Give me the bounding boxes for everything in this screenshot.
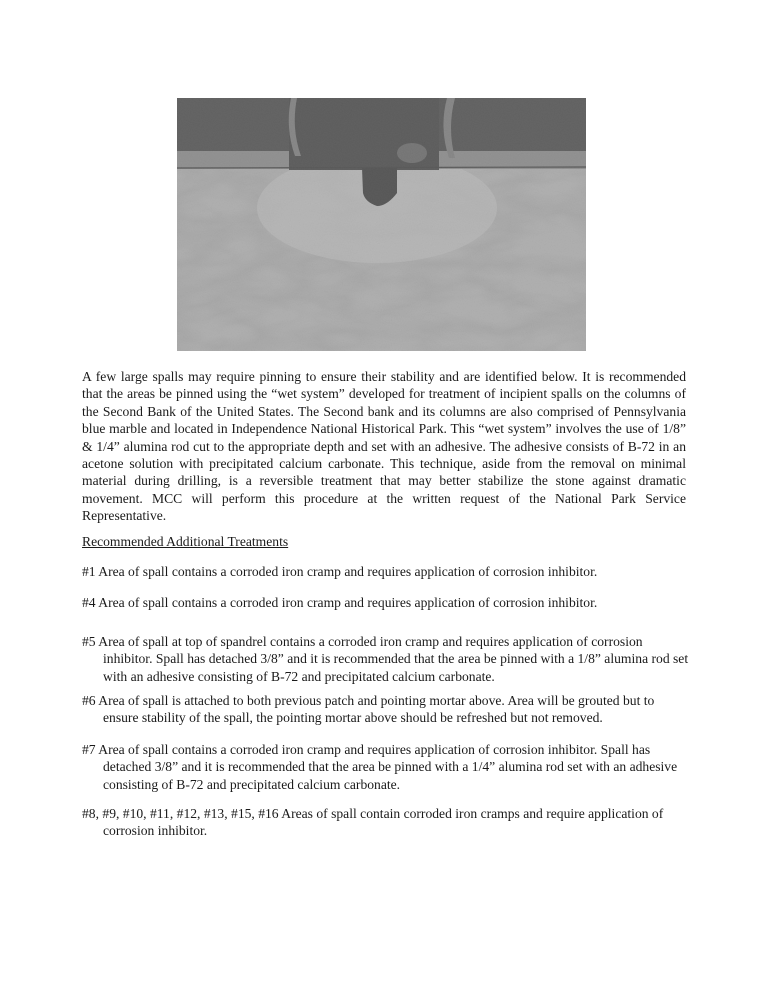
- treatment-item: [82, 563, 692, 580]
- treatment-text: Areas of spall contain corroded iron cramps and require application of corrosion inhibitor.: [103, 806, 664, 839]
- treatment-number: #6: [82, 693, 96, 708]
- treatment-item: [82, 594, 692, 611]
- masonry-spall-photo: [177, 98, 586, 351]
- treatment-text: Area of spall contains a corroded iron cramp and requires application of corrosion inhibitor.: [98, 564, 598, 579]
- treatment-item: [82, 692, 692, 727]
- treatment-text: Area of spall contains a corroded iron cramp and requires application of corrosion inhibitor. Spall has detached 3/8” and it is recommended that the area be pinned with a 1/4” alumina rod set with an adhesive consisting of B-72 and precipitated calcium carbonate.: [98, 742, 678, 792]
- treatment-number: #4: [82, 595, 96, 610]
- treatment-number: #8, #9, #10, #11, #12, #13, #15, #16: [82, 806, 279, 821]
- photo-graphic: [177, 98, 586, 351]
- treatment-number: #7: [82, 742, 96, 757]
- section-heading: Recommended Additional Treatments: [82, 534, 289, 549]
- treatment-text: Area of spall contains a corroded iron cramp and requires application of corrosion inhibitor.: [98, 595, 598, 610]
- treatment-item: [82, 741, 692, 793]
- treatment-item: [82, 633, 692, 685]
- treatment-text: Area of spall at top of spandrel contains a corroded iron cramp and requires application of corrosion inhibitor. Spall has detached 3/8” and it is recommended that the area be pinned with a 1/8” alumina rod set with an adhesive consisting of B-72 and precipitated calcium carbonate.: [98, 634, 689, 684]
- intro-paragraph: A few large spalls may require pinning to ensure their stability and are identified below. It is recommended that the areas be pinned using the “wet system” developed for treatment of incipient spalls on the columns of the Second Bank of the United States. The Second bank and its columns are also comprised of Pennsylvania blue marble and located in Independence National Historical Park. This “wet system” involves the use of 1/8” & 1/4” alumina rod cut to the appropriate depth and set with an adhesive. The adhesive consists of B-72 in an acetone solution with precipitated calcium carbonate. This technique, aside from the removal on minimal material during drilling, is a reversible treatment that may better stabilize the stone against dramatic movement. MCC will perform this procedure at the written request of the National Park Service Representative.: [82, 369, 686, 524]
- treatment-text: Area of spall is attached to both previous patch and pointing mortar above. Area will be grouted but to ensure stability of the spall, the pointing mortar above should be refreshed but not removed.: [98, 693, 655, 726]
- treatment-number: #1: [82, 564, 96, 579]
- treatment-item: [82, 805, 692, 840]
- treatment-number: #5: [82, 634, 96, 649]
